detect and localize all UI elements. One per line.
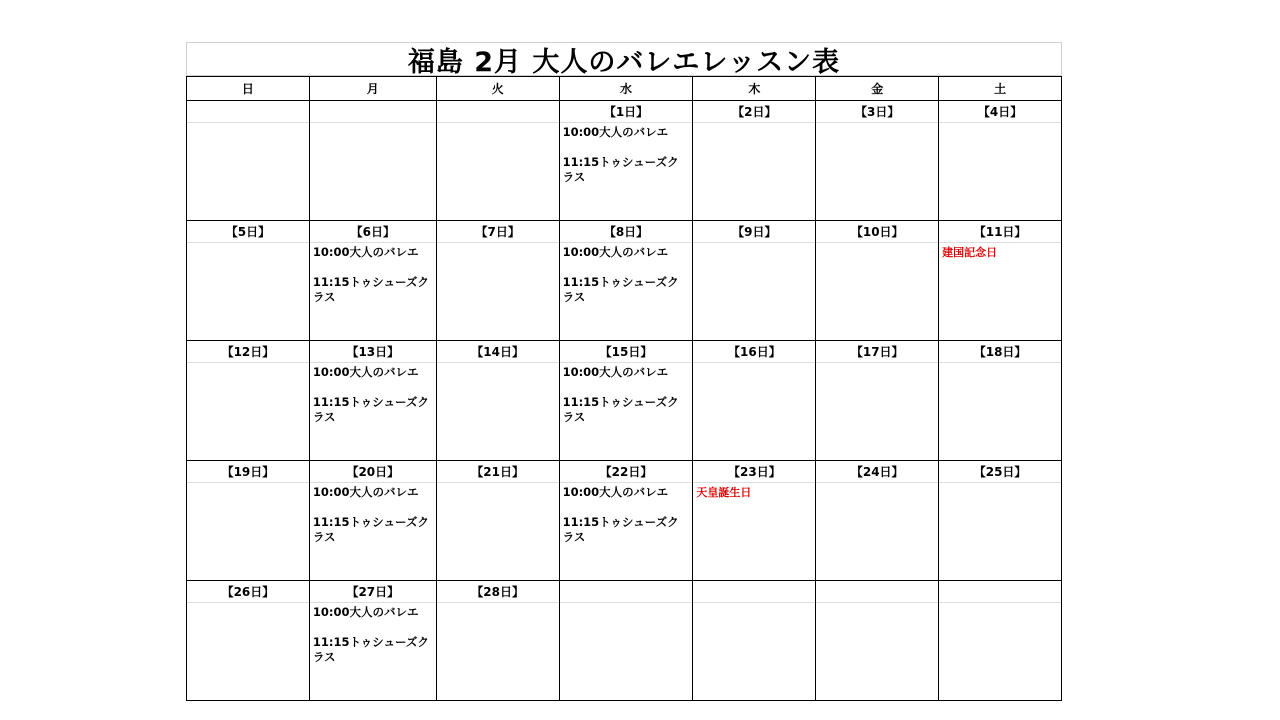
day-body	[437, 123, 559, 127]
day-body	[560, 123, 693, 187]
day-cell[interactable]	[693, 341, 816, 461]
day-body	[693, 243, 815, 247]
day-cell[interactable]	[816, 101, 939, 221]
day-number	[693, 581, 815, 603]
day-body	[816, 243, 938, 247]
weekday-header-fri: 金	[816, 77, 939, 101]
day-cell[interactable]	[939, 341, 1062, 461]
day-cell[interactable]	[437, 461, 560, 581]
day-body	[693, 363, 815, 367]
day-number: 【19日】	[187, 461, 309, 483]
day-body	[437, 603, 559, 607]
day-cell[interactable]	[437, 221, 560, 341]
lesson-event: 11:15トゥシューズクラス	[312, 635, 429, 664]
day-body	[939, 123, 1061, 127]
day-cell[interactable]	[187, 221, 310, 341]
day-cell[interactable]	[310, 221, 437, 341]
day-number: 【6日】	[310, 221, 436, 243]
day-cell[interactable]	[310, 101, 437, 221]
day-body	[816, 483, 938, 487]
day-body	[437, 363, 559, 367]
lesson-event: 11:15トゥシューズクラス	[312, 275, 429, 304]
day-number: 【16日】	[693, 341, 815, 363]
lesson-event: 11:15トゥシューズクラス	[312, 515, 429, 544]
holiday-label: 建国記念日	[942, 246, 998, 259]
weekday-header-row	[187, 77, 1062, 101]
day-number: 【15日】	[560, 341, 693, 363]
day-number: 【20日】	[310, 461, 436, 483]
day-number	[939, 581, 1061, 603]
day-cell[interactable]	[187, 341, 310, 461]
day-body	[816, 363, 938, 367]
lesson-event: 10:00大人のバレエ	[562, 485, 669, 499]
day-number: 【8日】	[560, 221, 693, 243]
day-body	[310, 483, 436, 547]
day-number: 【26日】	[187, 581, 309, 603]
day-body	[187, 363, 309, 367]
lesson-event: 10:00大人のバレエ	[312, 605, 419, 619]
day-cell[interactable]	[939, 581, 1062, 701]
week-row	[187, 101, 1062, 221]
day-body	[816, 603, 938, 607]
lesson-event: 10:00大人のバレエ	[312, 485, 419, 499]
day-number	[816, 581, 938, 603]
holiday-label: 天皇誕生日	[696, 486, 752, 499]
day-body	[437, 243, 559, 247]
week-row	[187, 221, 1062, 341]
day-number: 【1日】	[560, 101, 693, 123]
weekday-header-thu: 木	[693, 77, 816, 101]
day-cell[interactable]	[560, 101, 694, 221]
day-number	[560, 581, 693, 603]
day-number: 【2日】	[693, 101, 815, 123]
day-number: 【7日】	[437, 221, 559, 243]
day-body	[310, 603, 436, 667]
weekday-header-tue: 火	[437, 77, 560, 101]
day-cell[interactable]	[693, 101, 816, 221]
day-body	[693, 123, 815, 127]
week-row	[187, 341, 1062, 461]
day-number: 【12日】	[187, 341, 309, 363]
day-body	[187, 243, 309, 247]
day-cell[interactable]	[187, 461, 310, 581]
weeks-container	[187, 101, 1062, 701]
day-cell[interactable]	[437, 581, 560, 701]
day-number: 【13日】	[310, 341, 436, 363]
page-title: 福島 2月 大人のバレエレッスン表	[186, 42, 1062, 76]
day-body	[693, 603, 815, 607]
day-number: 【3日】	[816, 101, 938, 123]
day-cell[interactable]	[693, 461, 816, 581]
lesson-event: 11:15トゥシューズクラス	[562, 515, 679, 544]
day-cell[interactable]	[437, 101, 560, 221]
weekday-header-sun: 日	[187, 77, 310, 101]
day-cell[interactable]	[437, 341, 560, 461]
day-body	[560, 603, 693, 607]
lesson-event: 11:15トゥシューズクラス	[562, 395, 679, 424]
day-body	[939, 243, 1061, 262]
day-body	[310, 243, 436, 307]
day-number: 【4日】	[939, 101, 1061, 123]
day-number	[437, 101, 559, 123]
lesson-event: 11:15トゥシューズクラス	[562, 275, 679, 304]
day-cell[interactable]	[816, 581, 939, 701]
day-body	[560, 483, 693, 547]
day-number: 【23日】	[693, 461, 815, 483]
day-cell[interactable]	[816, 221, 939, 341]
day-number: 【18日】	[939, 341, 1061, 363]
day-body	[187, 603, 309, 607]
week-row	[187, 581, 1062, 701]
day-number: 【21日】	[437, 461, 559, 483]
day-cell[interactable]	[693, 221, 816, 341]
day-number: 【5日】	[187, 221, 309, 243]
day-cell[interactable]	[560, 581, 694, 701]
day-body	[939, 483, 1061, 487]
day-number	[187, 101, 309, 123]
day-number	[310, 101, 436, 123]
day-cell[interactable]	[310, 581, 437, 701]
day-body	[310, 123, 436, 127]
day-cell[interactable]	[187, 101, 310, 221]
day-cell[interactable]	[560, 341, 694, 461]
day-body	[816, 123, 938, 127]
day-number: 【14日】	[437, 341, 559, 363]
day-cell[interactable]	[939, 461, 1062, 581]
lesson-event: 10:00大人のバレエ	[562, 125, 669, 139]
day-cell[interactable]	[693, 581, 816, 701]
day-cell[interactable]	[816, 461, 939, 581]
day-number: 【17日】	[816, 341, 938, 363]
day-body	[560, 363, 693, 427]
day-cell[interactable]	[816, 341, 939, 461]
day-body	[310, 363, 436, 427]
day-number: 【10日】	[816, 221, 938, 243]
day-body	[939, 603, 1061, 607]
day-cell[interactable]	[939, 101, 1062, 221]
day-number: 【22日】	[560, 461, 693, 483]
day-body	[693, 483, 815, 502]
day-cell[interactable]	[560, 221, 694, 341]
day-cell[interactable]	[310, 341, 437, 461]
weekday-header-sat: 土	[939, 77, 1062, 101]
day-cell[interactable]	[939, 221, 1062, 341]
weekday-header-mon: 月	[310, 77, 437, 101]
lesson-event: 10:00大人のバレエ	[312, 365, 419, 379]
lesson-event: 10:00大人のバレエ	[562, 245, 669, 259]
week-row	[187, 461, 1062, 581]
day-body	[939, 363, 1061, 367]
lesson-event: 11:15トゥシューズクラス	[562, 155, 679, 184]
day-cell[interactable]	[310, 461, 437, 581]
weekday-header-wed: 水	[560, 77, 694, 101]
day-cell[interactable]	[560, 461, 694, 581]
day-body	[187, 483, 309, 487]
day-body	[187, 123, 309, 127]
day-cell[interactable]	[187, 581, 310, 701]
calendar-grid	[186, 76, 1062, 701]
day-body	[437, 483, 559, 487]
day-number: 【28日】	[437, 581, 559, 603]
day-number: 【25日】	[939, 461, 1061, 483]
day-number: 【9日】	[693, 221, 815, 243]
day-number: 【27日】	[310, 581, 436, 603]
lesson-event: 11:15トゥシューズクラス	[312, 395, 429, 424]
day-number: 【11日】	[939, 221, 1061, 243]
day-body	[560, 243, 693, 307]
lesson-event: 10:00大人のバレエ	[312, 245, 419, 259]
calendar-sheet	[186, 42, 1062, 699]
day-number: 【24日】	[816, 461, 938, 483]
lesson-event: 10:00大人のバレエ	[562, 365, 669, 379]
